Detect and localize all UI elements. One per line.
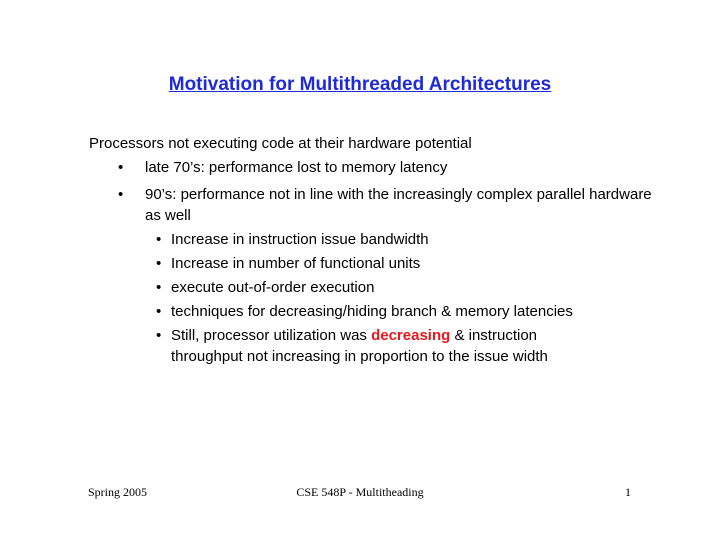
subbullet-marker: • [156, 255, 162, 272]
subbullet-text [171, 325, 601, 367]
slide-title [0, 73, 720, 97]
footer-page-number: 1 [625, 485, 631, 499]
highlight-word: decreasing [371, 327, 451, 344]
subbullet-text-before: Still, processor utilization was [171, 327, 372, 344]
footer-course: CSE 548P - Multitheading [296, 485, 424, 499]
subbullet-text: Increase in instruction issue bandwidth [171, 231, 429, 248]
subbullet-marker: • [156, 303, 162, 320]
subbullet-text-after: & instruction throughput not increasing in proportion to the issue width [171, 327, 548, 365]
bullet-marker: • [118, 159, 124, 176]
subbullet-text: execute out-of-order execution [171, 279, 375, 296]
lead-text: Processors not executing code at their hardware potential [89, 135, 472, 152]
footer-date: Spring 2005 [88, 485, 148, 499]
subbullet-marker: • [156, 231, 162, 248]
bullet-marker: • [118, 186, 124, 203]
subbullet-marker: • [156, 279, 162, 296]
subbullet-marker: • [156, 327, 162, 344]
subbullet-text: techniques for decreasing/hiding branch & memory latencies [171, 303, 573, 320]
subbullet-text: Increase in number of functional units [171, 255, 421, 272]
bullet-text: 90’s: performance not in line with the increasingly complex parallel hardware as well [145, 186, 652, 224]
bullet-text: late 70’s: performance lost to memory latency [145, 159, 448, 176]
slide-title-text: Motivation for Multithreaded Architectures [168, 74, 552, 95]
